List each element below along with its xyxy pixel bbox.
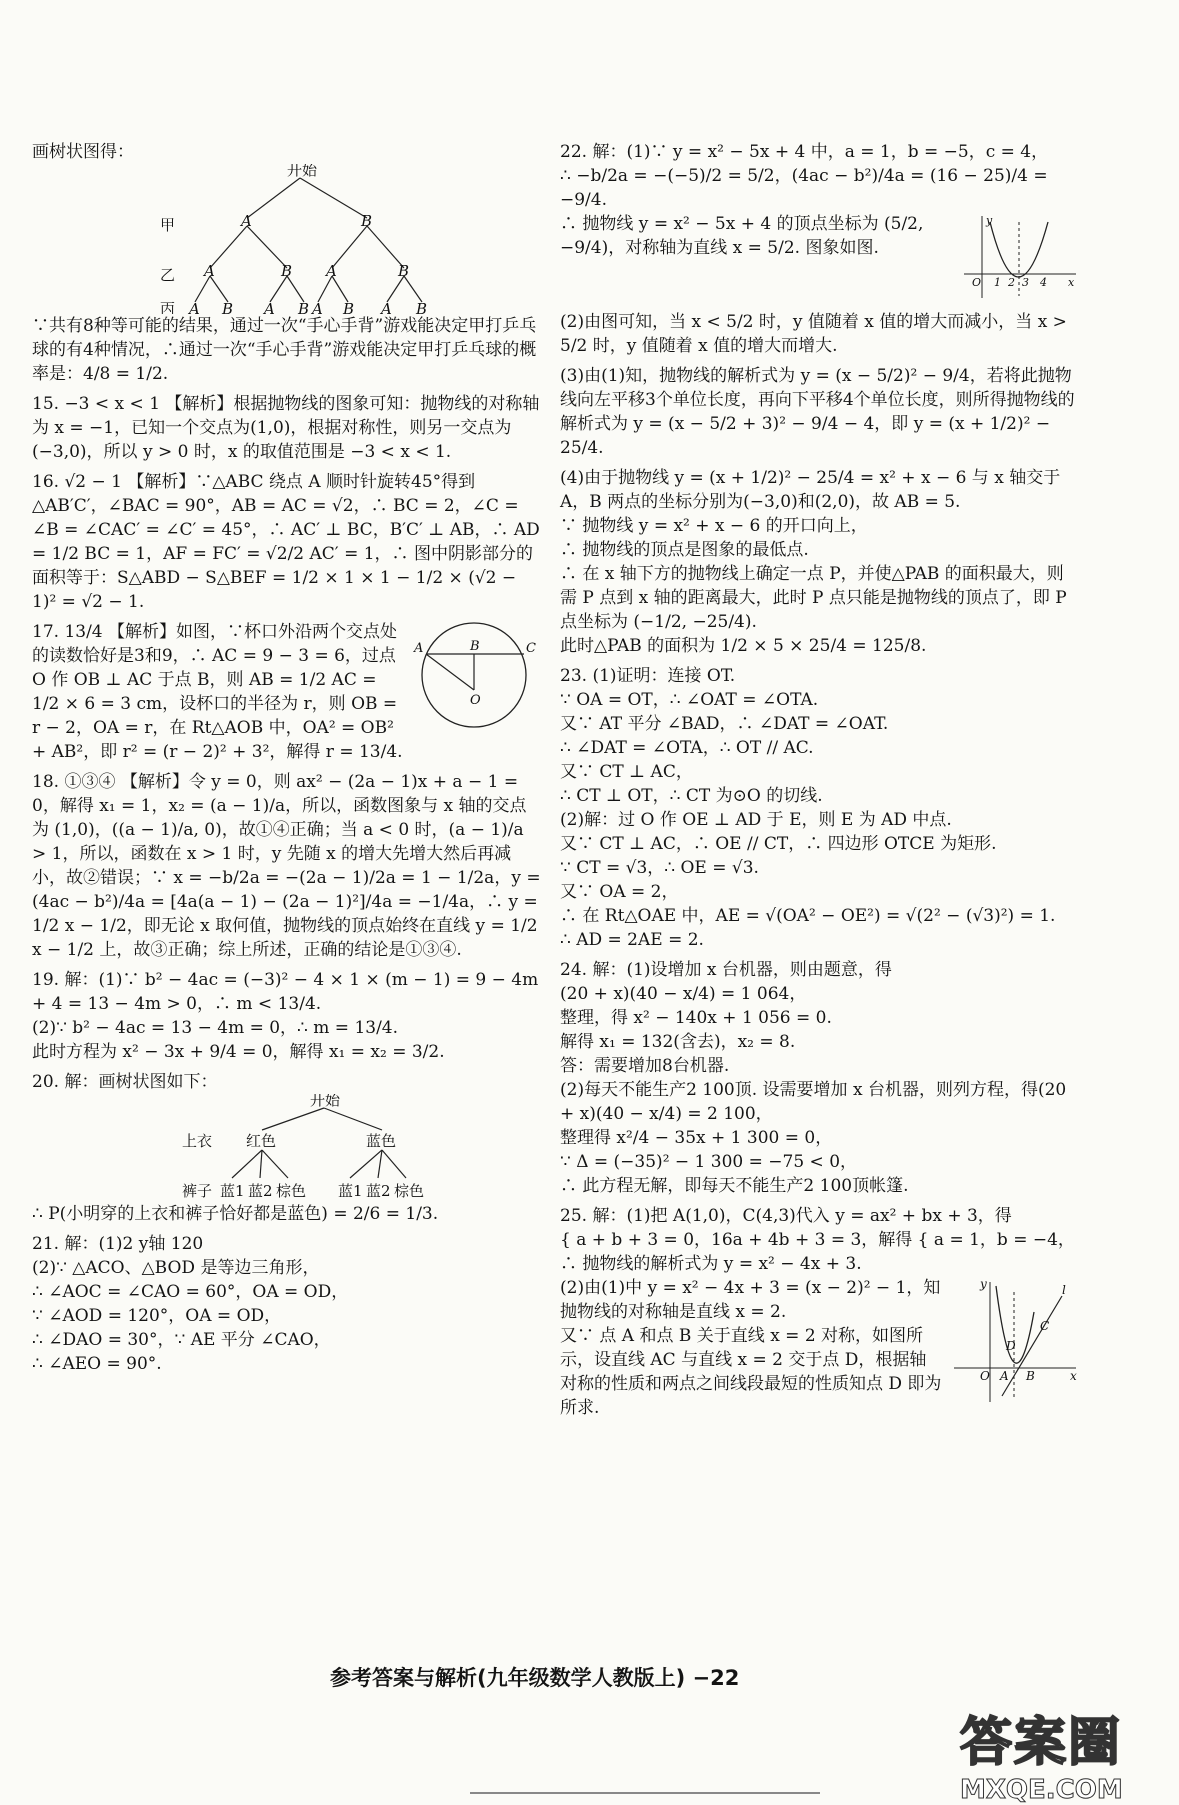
solution-21-line: (2)∵ △ACO、△BOD 是等边三角形， (32, 1258, 320, 1278)
solution-19-part1: 19. 解：(1)∵ b² − 4ac = (−3)² − 4 × 1 × (m − 1) = 9 − 4m + 4 = 13 − 4m > 0，∴ m < 13/4. (32, 970, 539, 1014)
tree-1-node: A (241, 212, 252, 230)
solution-24-line: 24. 解：(1)设增加 x 台机器，则由题意，得 (560, 960, 892, 980)
tree-2-node: 蓝色 (366, 1132, 397, 1150)
solution-23-line: ∵ OA = OT，∴ ∠OAT = ∠OTA. (560, 690, 819, 710)
solution-22-line: ∴ −b/2a = −(−5)/2 = 5/2，(4ac − b²)/4a = (16 − 25)/4 = −9/4. (560, 166, 1048, 210)
graph-25-label: A (1000, 1369, 1009, 1383)
tree-diagram-1 (32, 164, 542, 314)
tree-2-leaf: 蓝2 (366, 1182, 391, 1200)
graph-22-label: 2 (1008, 276, 1015, 289)
solution-20-intro: 20. 解：画树状图如下： (32, 1072, 218, 1092)
tree-1-leaf: B (222, 300, 234, 314)
left-column (32, 140, 542, 1376)
watermark-logo-text: 答案圈 (960, 1713, 1123, 1773)
graph-22-label: O (972, 276, 982, 289)
tree-2-leaf: 蓝1 (338, 1182, 363, 1200)
watermark-url: MXQE.COM (960, 1775, 1123, 1805)
tree-intro: 画树状图得： (32, 142, 134, 162)
solution-17-block (32, 620, 542, 764)
graph-22-label: 4 (1040, 276, 1047, 289)
solution-22-vertex-block (560, 212, 1080, 289)
tree-1-leaf: B (343, 300, 355, 314)
tree-1-leaf: A (312, 300, 323, 314)
tree-2-row-label: 上衣 (182, 1132, 213, 1150)
solution-25-line: 又∵ 点 A 和点 B 关于直线 x = 2 对称，如图所示，设直线 AC 与直线 x = 2 交于点 D，根据轴对称的性质和两点之间线段最短的性质知点 D 即为所求. (560, 1326, 942, 1418)
solution-19-part3: 此时方程为 x² − 3x + 9/4 = 0，解得 x₁ = x₂ = 3/2. (32, 1042, 445, 1062)
tree-2-svg (32, 1094, 542, 1202)
tree-1-node: B (281, 262, 293, 280)
solution-23-line: 23. (1)证明：连接 OT. (560, 666, 736, 686)
solution-22-area: 此时△PAB 的面积为 1/2 × 5 × 25/4 = 125/8. (560, 636, 927, 656)
graph-22-label: x (1068, 276, 1075, 289)
tree-1-leaf: B (416, 300, 428, 314)
parabola-graph-25 (950, 1276, 1080, 1406)
tree-1-node: A (204, 262, 215, 280)
graph-25-label: B (1026, 1369, 1035, 1383)
tree-1-node: A (326, 262, 337, 280)
solution-17: 17. 13/4 【解析】如图，∵杯口外沿两个交点处的读数恰好是3和9，∴ AC = 9 − 3 = 6，过点 O 作 OB ⊥ AC 于点 B，则 AB = 1/2 AC = 1/2 × 6 = 3 cm，设杯口的半径为 r，则 OB = r − 2，OA = r，在 Rt△AOB 中，OA² = OB² + AB²，即 r² = (r − 2)² + 3²，解得 r = 13/4. (32, 622, 403, 762)
solution-23-line: 又∵ AT 平分 ∠BAD，∴ ∠DAT = ∠OAT. (560, 714, 889, 734)
tree-2-leaf: 蓝1 (220, 1182, 245, 1200)
graph-22-label: y (986, 214, 993, 227)
bottom-rule (470, 1792, 820, 1794)
cup-circle-figure (412, 620, 542, 730)
parabola-graph-22 (960, 212, 1080, 302)
tree-2-leaf: 棕色 (276, 1182, 307, 1200)
solution-18: 18. ①③④ 【解析】令 y = 0，则 ax² − (2a − 1)x + a − 1 = 0，解得 x₁ = 1，x₂ = (a − 1)/a，所以，函数图象与 x 轴的交点为 (1,0)，((a − 1)/a, 0)，故①④正确；当 a < 0 时，(a − 1)/a > 1，所以，函数在 x > 1 时，y 先随 x 的增大先增大然后再减小，故②错误；∵ x = −b/2a = −(2a − 1)/2a = 1 − 1/2a，y = (4ac − b²)/4a = [4a(a − 1) − (2a − 1)²]/4a = −1/4a，∴ y = 1/2 x − 1/2，即无论 x 取何值，抛物线的顶点始终在直线 y = 1/2 x − 1/2 上，故③正确；综上所述，正确的结论是①③④. (32, 772, 541, 960)
graph-25-label: O (980, 1369, 990, 1383)
solution-16: 16. √2 − 1 【解析】∵△ABC 绕点 A 顺时针旋转45°得到△AB′C′，∠BAC = 90°，AB = AC = √2，∴ BC = 2，∠C = ∠B = ∠CAC′ = ∠C′ = 45°，∴ AC′ ⊥ BC，B′C′ ⊥ AB，∴ AD = 1/2 BC = 1，AF = FC′ = √2/2 AC′ = 1，∴ 图中阴影部分的面积等于：S△ABD − S△BEF = 1/2 × 1 × 1 − 1/2 × (√2 − 1)² = √2 − 1. (32, 472, 540, 612)
solution-21-part1: 21. 解：(1)2 y轴 120 (32, 1234, 204, 1254)
tree-1-node: B (398, 262, 410, 280)
tree-2-node: 红色 (246, 1132, 277, 1150)
watermark-logo (960, 1700, 1170, 1805)
solution-21-line: ∵ ∠AOD = 120°，OA = OD， (32, 1306, 282, 1326)
solution-23-line: ∴ AD = 2AE = 2. (560, 930, 704, 950)
solution-22-line: ∴ 在 x 轴下方的抛物线上确定一点 P，并使△PAB 的面积最大，则需 P 点到 x 轴的距离最大，此时 P 点只能是抛物线的顶点了，即 P 点坐标为 (−1/2, −25/4). (560, 564, 1067, 632)
tree-1-row-label: 乙 (160, 266, 176, 284)
solution-22-line: ∵ 抛物线 y = x² + x − 6 的开口向上， (560, 516, 868, 536)
graph-22-label: 3 (1022, 276, 1029, 289)
tree-1-node: B (361, 212, 373, 230)
solution-24-line: ∵ Δ = (−35)² − 1 300 = −75 < 0， (560, 1152, 858, 1172)
cup-label: B (470, 639, 480, 654)
solution-25-line: ∴ 抛物线的解析式为 y = x² − 4x + 3. (560, 1254, 862, 1274)
solution-23-line: ∴ 在 Rt△OAE 中，AE = √(OA² − OE²) = √(2² − (√3)²) = 1. (560, 906, 1056, 926)
solution-22-line: 22. 解：(1)∵ y = x² − 5x + 4 中，a = 1，b = −5，c = 4， (560, 142, 1049, 162)
cup-label: C (526, 641, 536, 656)
tree-1-leaf: A (189, 300, 200, 314)
solution-15: 15. −3 < x < 1 【解析】根据抛物线的图象可知：抛物线的对称轴为 x = −1，已知一个交点为(1,0)，根据对称性，则另一交点为(−3,0)，所以 y > 0 时，x 的取值范围是 −3 < x < 1. (32, 394, 540, 462)
tree-1-svg (32, 164, 542, 314)
solution-24-line: 整理得 x²/4 − 35x + 1 300 = 0， (560, 1128, 833, 1148)
solution-22-part3: (3)由(1)知，抛物线的解析式为 y = (x − 5/2)² − 9/4，若将此抛物线向左平移3个单位长度，再向下平移4个单位长度，则所得抛物线的解析式为 y = (x − 5/2 + 3)² − 9/4 − 4，即 y = (x + 1/2)² − 25/4. (560, 366, 1075, 458)
solution-25-line: (2)由(1)中 y = x² − 4x + 3 = (x − 2)² − 1，知抛物线的对称轴是直线 x = 2. (560, 1278, 941, 1322)
solution-25-line: { a + b + 3 = 0，16a + 4b + 3 = 3，解得 { a = 1，b = −4， (560, 1230, 1075, 1250)
tree-1-leaf: A (381, 300, 392, 314)
solution-23-line: ∴ CT ⊥ OT，∴ CT 为⊙O 的切线. (560, 786, 823, 806)
solution-21-line: ∴ ∠DAO = 30°，∵ AE 平分 ∠CAO， (32, 1330, 331, 1350)
solution-23-line: ∴ ∠DAT = ∠OTA，∴ OT // AC. (560, 738, 814, 758)
tree-2-leaf: 棕色 (394, 1182, 425, 1200)
tree-1-row-label: 丙 (160, 300, 176, 314)
graph-25-label: y (980, 1277, 987, 1291)
page-footer: 参考答案与解析(九年级数学人教版上) −22 (330, 1666, 740, 1690)
solution-23-line: (2)解：过 O 作 OE ⊥ AD 于 E，则 E 为 AD 中点. (560, 810, 952, 830)
tree-2-root: 开始 (310, 1094, 341, 1109)
solution-22-line: ∴ 抛物线的顶点是图象的最低点. (560, 540, 809, 560)
solution-25-part2-block (560, 1276, 1080, 1420)
solution-24-line: 整理，得 x² − 140x + 1 056 = 0. (560, 1008, 832, 1028)
tree-2-row-label: 裤子 (182, 1182, 213, 1200)
solution-23-line: 又∵ OA = 2， (560, 882, 679, 902)
tree-1-leaf: A (264, 300, 275, 314)
solution-14-text: ∵共有8种等可能的结果，通过一次“手心手背”游戏能决定甲打乒乓球的有4种情况，∴通过一次“手心手背”游戏能决定甲打乒乓球的概率是：4/8 = 1/2. (32, 316, 537, 384)
solution-24-line: (20 + x)(40 − x/4) = 1 064， (560, 984, 807, 1004)
graph-25-label: D (1006, 1339, 1016, 1353)
solution-21-line: ∴ ∠AEO = 90°. (32, 1354, 162, 1374)
solution-23-line: 又∵ CT ⊥ AC， (560, 762, 693, 782)
cup-label: A (414, 641, 424, 656)
solution-24-line: ∴ 此方程无解，即每天不能生产2 100顶帐篷. (560, 1176, 909, 1196)
graph-25-label: C (1040, 1319, 1050, 1333)
solution-24-line: 解得 x₁ = 132(含去)，x₂ = 8. (560, 1032, 796, 1052)
tree-diagram-2 (32, 1094, 542, 1202)
solution-25-line: 25. 解：(1)把 A(1,0)，C(4,3)代入 y = ax² + bx + 3，得 (560, 1206, 1012, 1226)
solution-23-line: 又∵ CT ⊥ AC，∴ OE // CT，∴ 四边形 OTCE 为矩形. (560, 834, 997, 854)
graph-22-label: 1 (994, 276, 1001, 289)
solution-21-line: ∴ ∠AOC = ∠CAO = 60°，OA = OD， (32, 1282, 349, 1302)
solution-24-line: 答：需要增加8台机器. (560, 1056, 730, 1076)
solution-23-line: ∵ CT = √3，∴ OE = √3. (560, 858, 759, 878)
solution-22-vertex: ∴ 抛物线 y = x² − 5x + 4 的顶点坐标为 (5/2, −9/4)，对称轴为直线 x = 5/2. 图象如图. (560, 214, 924, 258)
tree-1-root: 开始 (287, 164, 318, 179)
tree-1-row-label: 甲 (160, 216, 176, 234)
solution-19-part2: (2)∵ b² − 4ac = 13 − 4m = 0，∴ m = 13/4. (32, 1018, 399, 1038)
right-column (560, 140, 1080, 1420)
solution-22-part2: (2)由图可知，当 x < 5/2 时，y 值随着 x 值的增大而减小，当 x > 5/2 时，y 值随着 x 值的增大而增大. (560, 312, 1067, 356)
cup-label: O (470, 693, 481, 708)
solution-22-part4: (4)由于抛物线 y = (x + 1/2)² − 25/4 = x² + x − 6 与 x 轴交于 A，B 两点的坐标分别为(−3,0)和(2,0)，故 AB = 5. (560, 468, 1061, 512)
tree-2-leaf: 蓝2 (248, 1182, 273, 1200)
graph-25-label: l (1062, 1283, 1066, 1297)
solution-24-line: (2)每天不能生产2 100顶. 设需要增加 x 台机器，则列方程，得(20 + x)(40 − x/4) = 2 100， (560, 1080, 1067, 1124)
graph-25-label: x (1070, 1369, 1077, 1383)
tree-1-leaf: B (298, 300, 310, 314)
solution-20-probability: ∴ P(小明穿的上衣和裤子恰好都是蓝色) = 2/6 = 1/3. (32, 1204, 439, 1224)
